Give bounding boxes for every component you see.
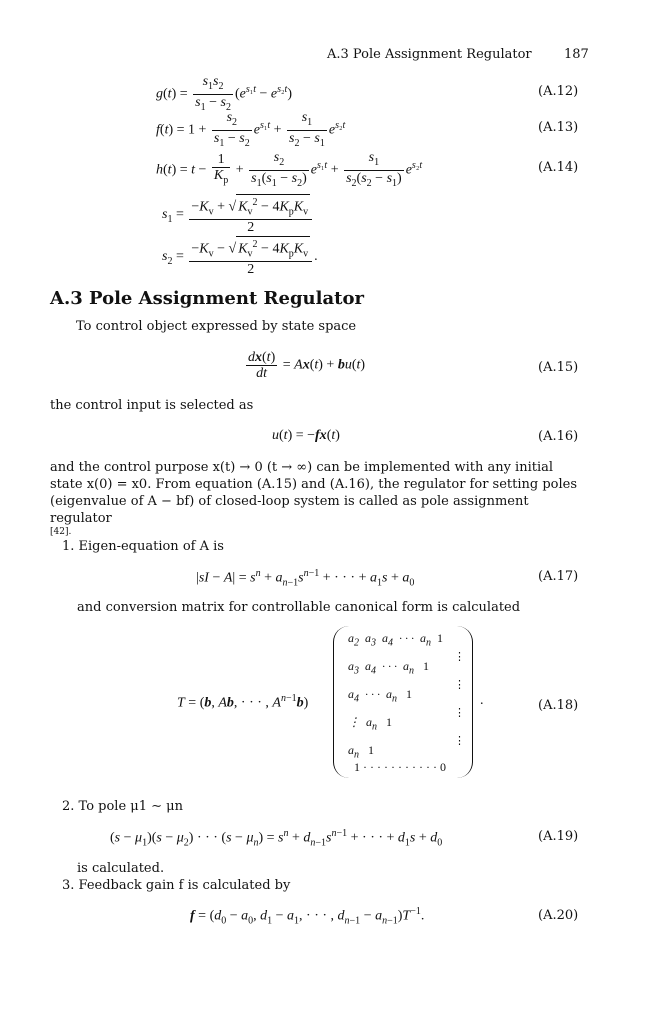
paragraph-conversion: and conversion matrix for controllable canonical form is calculated bbox=[77, 600, 521, 615]
citation: [42] bbox=[50, 527, 69, 537]
list-item-step2: 2. To pole μ1 ∼ μn bbox=[62, 799, 183, 814]
equation-number: (A.17) bbox=[538, 569, 579, 584]
paragraph-line: (eigenvalue of A − bf) of closed-loop system is called as pole assignment regulator bbox=[50, 494, 529, 526]
equation-s1: $s_1$ = $\frac{-K_v + √ K_v^2 - 4K_pK_v}{2}$ bbox=[162, 194, 314, 235]
list-item-step3: 3. Feedback gain f is calculated by bbox=[62, 878, 291, 893]
canonical-matrix: $a_2$ $a_3$ $a_4$ · · · $a_n$ 1 $a_3$ $a_4$ · · · $a_n$ 1 $a_4$ · · · $a_n$ 1 ⋮ $a_n$ 1 $a_n$ 1 1 · · · · · · · · · · · 0 ⋮ ⋮ ⋮ ⋮ bbox=[333, 626, 473, 778]
equation-eigen: $|sI - A| = s^n + a_{n-1}s^{n-1}$ + · · · + $a_1s + a_0$ bbox=[196, 568, 415, 589]
paragraph-purpose: and the control purpose x(t) → 0 (t → ∞) can be implemented with any initial state x(0) = x0. From equation (A.15) and (A.16), the regulator for setting poles (eigenvalue of A − bf) of closed-loop system is called as pole assignment regulator [42]. bbox=[50, 459, 590, 538]
paragraph-line: state x(0) = x0. From equation (A.15) and (A.16), the regulator for setting poles bbox=[50, 477, 578, 492]
list-item-step1: 1. Eigen-equation of A is bbox=[62, 539, 224, 554]
equation-poles: $(s - \mu_1)(s - \mu_2)$ · · · $(s - \mu_n) = s^n + d_{n-1}s^{n-1}$ + · · · + $d_1s + d_0$ bbox=[110, 828, 443, 849]
equation-g: g(t) = $\frac{s_1s_2}{s_1 - s_2}$ $(e^{s_1t} - e^{s_2t})$ bbox=[156, 74, 292, 113]
equation-f: f(t) = 1 + $\frac{s_2}{s_1 - s_2}$ $e^{s_1t}$ + $\frac{s_1}{s_2 - s_1}$ $e^{s_2t}$ bbox=[156, 110, 346, 149]
equation-number: (A.16) bbox=[538, 429, 579, 444]
paragraph-calculated: is calculated. bbox=[77, 861, 165, 876]
paragraph-input: the control input is selected as bbox=[50, 398, 254, 413]
equation-transform: T = (b, Ab, · · · , $A^{n-1}b$) bbox=[177, 693, 309, 711]
equation-number: (A.13) bbox=[538, 120, 579, 135]
equation-control-input: u(t) = −fx(t) bbox=[272, 428, 340, 443]
running-header-title: A.3 Pole Assignment Regulator bbox=[327, 47, 532, 62]
paragraph-intro: To control object expressed by state space bbox=[76, 319, 357, 334]
page-number: 187 bbox=[564, 47, 589, 62]
section-heading: A.3 Pole Assignment Regulator bbox=[50, 288, 364, 309]
equation-number: (A.18) bbox=[538, 698, 579, 713]
equation-number: (A.20) bbox=[538, 908, 579, 923]
equation-number: (A.12) bbox=[538, 84, 579, 99]
equation-h: h(t) = t − $\frac{1}{K_p}$ + $\frac{s_2}{s_1(s_1 - s_2)}$ $e^{s_1t}$ + $\frac{s_1}{s_2(s_2 - s_1)}$ $e^{s_2t}$ bbox=[156, 150, 423, 189]
equation-state-space: $\frac{dx(t)}{dt}$ = Ax(t) + bu(t) bbox=[248, 350, 366, 381]
equation-s2: $s_2$ = $\frac{-K_v - √ K_v^2 - 4K_pK_v}{2}$ . bbox=[162, 236, 318, 277]
paragraph-line: and the control purpose x(t) → 0 (t → ∞) can be implemented with any initial bbox=[50, 460, 554, 475]
equation-number: (A.15) bbox=[538, 360, 579, 375]
equation-number: (A.14) bbox=[538, 160, 579, 175]
period: . bbox=[480, 693, 484, 708]
equation-number: (A.19) bbox=[538, 829, 579, 844]
equation-feedback-gain: $f = (d_0 - a_0$, $d_1 - a_1$, · · · , $d_{n-1} - a_{n-1})T^{-1}$. bbox=[190, 906, 425, 927]
